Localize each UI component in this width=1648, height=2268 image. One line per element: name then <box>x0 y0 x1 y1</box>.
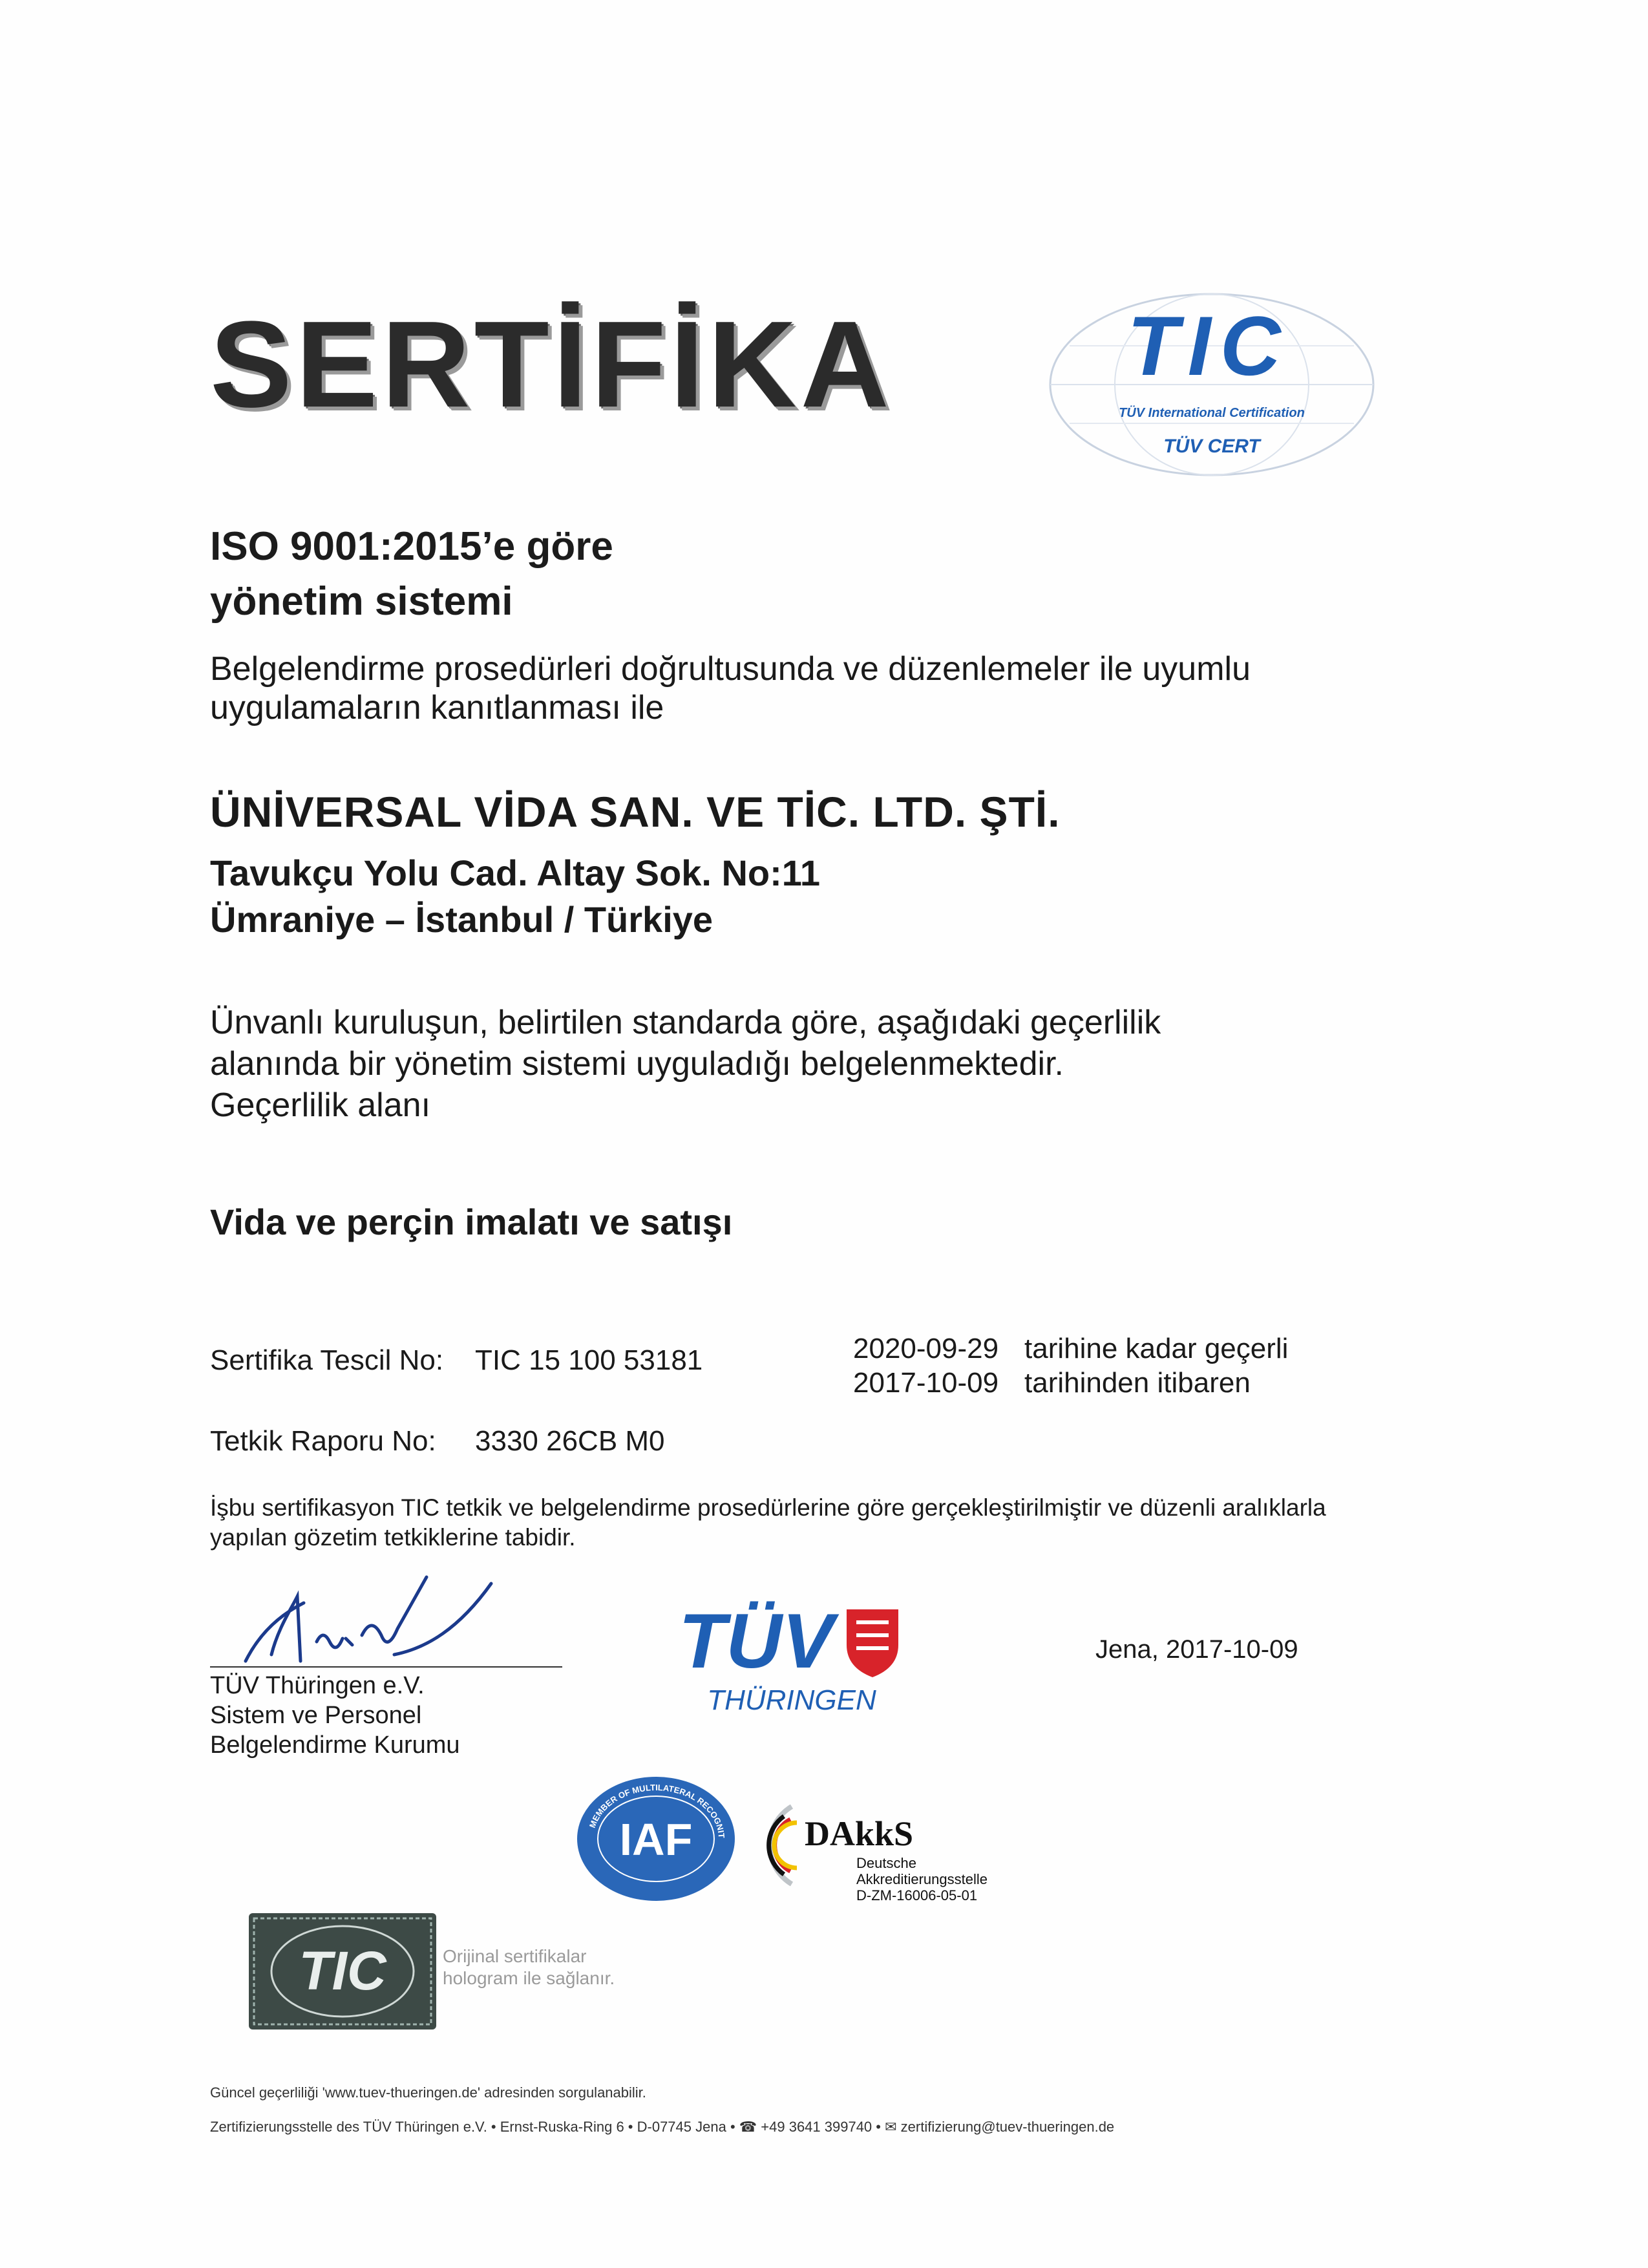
dakks-line2: Akkreditierungsstelle <box>856 1871 988 1887</box>
valid-until-text: tarihine kadar geçerli <box>1024 1333 1289 1364</box>
hologram-caption <box>443 1945 615 1989</box>
tuv-logo-text: TÜV <box>679 1598 834 1684</box>
hologram-caption-line2: hologram ile sağlanır. <box>443 1968 615 1988</box>
hologram-text: TIC <box>299 1940 386 2001</box>
tic-logo-letters: TIC <box>1127 299 1290 393</box>
signatory-line1: TÜV Thüringen e.V. <box>210 1672 425 1699</box>
intro-text: Belgelendirme prosedürleri doğrultusunda ve düzenlemeler ile uyumlu uygulamaların kanıtlanması ile <box>210 650 1251 726</box>
iso-standard-line1: ISO 9001:2015’e göre <box>210 524 613 569</box>
footer-contact: Zertifizierungsstelle des TÜV Thüringen e.V. • Ernst-Ruska-Ring 6 • D-07745 Jena • ☎ +49 3641 399740 • ✉ zertifizierung@tuev-thueringen.de <box>210 2119 1115 2135</box>
place-date: Jena, 2017-10-09 <box>1095 1635 1298 1664</box>
company-name: ÜNİVERSAL VİDA SAN. VE TİC. LTD. ŞTİ. <box>210 788 1061 836</box>
registration-number: TIC 15 100 53181 <box>475 1344 703 1376</box>
statement-line2: alanında bir yönetim sistemi uyguladığı belgelenmektedir. <box>210 1045 1064 1083</box>
dakks-text: DAkkS <box>805 1814 914 1853</box>
signature-line <box>210 1666 562 1668</box>
tic-logo <box>1044 288 1380 485</box>
tuv-shield-icon <box>847 1609 898 1677</box>
signature <box>233 1564 504 1677</box>
dakks-arcs-icon <box>769 1807 797 1884</box>
tic-logo-line2: TÜV CERT <box>1163 436 1260 457</box>
hologram-caption-line1: Orijinal sertifikalar <box>443 1946 587 1966</box>
iaf-logo-text: IAF <box>619 1814 693 1865</box>
iso-standard-line2: yönetim sistemi <box>210 579 513 624</box>
company-address-line2: Ümraniye – İstanbul / Türkiye <box>210 899 713 940</box>
report-number: 3330 26CB M0 <box>475 1425 665 1457</box>
dakks-line1: Deutsche <box>856 1855 916 1871</box>
audit-note: İşbu sertifikasyon TIC tetkik ve belgelendirme prosedürlerine göre gerçekleştirilmiştir ve düzenli aralıklarla yapılan gözetim tetkiklerine tabidir. <box>210 1494 1326 1551</box>
valid-from-date: 2017-10-09 <box>853 1367 999 1399</box>
tuv-thueringen-logo <box>672 1596 911 1729</box>
signatory-line2: Sistem ve Personel <box>210 1702 422 1729</box>
certificate-title: SERTİFİKA <box>210 296 893 433</box>
statement <box>210 1002 1373 1126</box>
valid-from-text: tarihinden itibaren <box>1024 1367 1251 1399</box>
iaf-ring-text: MEMBER OF MULTILATERAL RECOGNIT <box>587 1782 727 1839</box>
statement-line3: Geçerlilik alanı <box>210 1086 431 1124</box>
report-label: Tetkik Raporu No: <box>210 1425 436 1457</box>
tic-logo-line1: TÜV International Certification <box>1119 406 1305 420</box>
tuv-logo-sub: THÜRINGEN <box>707 1684 876 1716</box>
signatory-block <box>210 1671 460 1760</box>
hologram-seal <box>249 1913 436 2033</box>
scope-text: Vida ve perçin imalatı ve satışı <box>210 1202 733 1242</box>
dakks-line3: D-ZM-16006-05-01 <box>856 1887 978 1903</box>
signatory-line3: Belgelendirme Kurumu <box>210 1732 460 1759</box>
statement-line1: Ünvanlı kuruluşun, belirtilen standarda göre, aşağıdaki geçerlilik <box>210 1004 1161 1041</box>
footer-validity: Güncel geçerliliği 'www.tuev-thueringen.de' adresinden sorgulanabilir. <box>210 2084 646 2101</box>
valid-until-date: 2020-09-29 <box>853 1333 999 1364</box>
dakks-logo <box>753 1781 1024 1913</box>
company-address-line1: Tavukçu Yolu Cad. Altay Sok. No:11 <box>210 853 820 893</box>
iaf-logo <box>575 1774 737 1907</box>
registration-label: Sertifika Tescil No: <box>210 1344 444 1376</box>
